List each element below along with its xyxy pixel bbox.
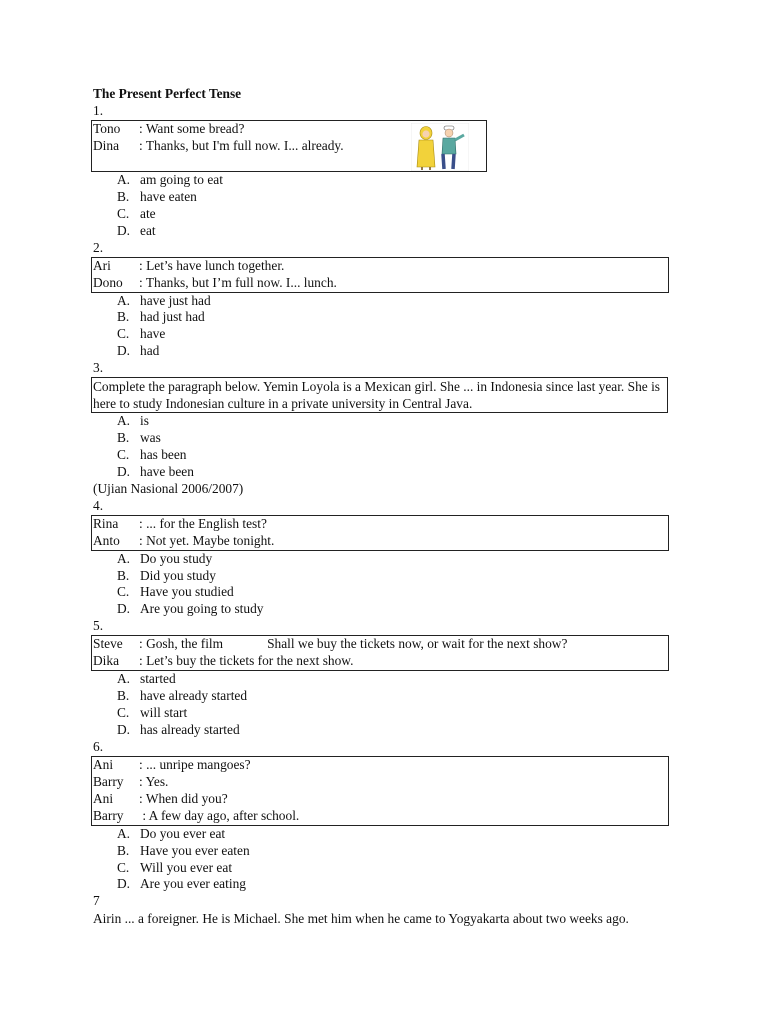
option: [93, 223, 693, 240]
paragraph-box: [91, 377, 668, 413]
two-people-illustration: [411, 123, 469, 171]
option: [93, 430, 693, 447]
option-letter: A.: [117, 550, 131, 566]
option-letter: B.: [117, 842, 130, 858]
dialog-box: [91, 257, 669, 293]
option: [93, 601, 693, 618]
option-letter: C.: [117, 584, 130, 600]
speaker: Barry: [93, 807, 124, 823]
worksheet: [93, 86, 693, 927]
utterance: : Let’s have lunch together.: [139, 257, 285, 273]
source-note: (Ujian Nasional 2006/2007): [93, 480, 244, 496]
utterance: : Thanks, but I'm full now. I... already.: [139, 138, 344, 153]
question-number: 3.: [93, 360, 104, 376]
dialog-box: [91, 756, 669, 826]
option-text: have already started: [140, 688, 248, 704]
option-letter: B.: [117, 430, 130, 446]
dialog-line: [92, 258, 668, 275]
option-text: Are you going to study: [140, 601, 264, 617]
dialog-line: [92, 275, 668, 292]
option: [93, 688, 693, 705]
option-text: had: [140, 343, 160, 359]
option: [93, 860, 693, 877]
utterance: : A few day ago, after school.: [139, 807, 300, 823]
option: [93, 705, 693, 722]
speaker: Ari: [93, 257, 111, 273]
option: [93, 326, 693, 343]
option-letter: B.: [117, 309, 130, 325]
option-text: have eaten: [140, 188, 197, 204]
option-text: was: [140, 430, 161, 446]
option-letter: A.: [117, 413, 131, 429]
option: [93, 826, 693, 843]
speaker: Anto: [93, 532, 120, 548]
worksheet-title: The Present Perfect Tense: [93, 86, 242, 101]
option-letter: D.: [117, 601, 131, 617]
option-text: Do you ever eat: [140, 825, 226, 841]
utterance: : Yes.: [139, 773, 169, 789]
option-text: has been: [140, 446, 187, 462]
options-list: [93, 551, 693, 619]
utterance: : ... unripe mangoes?: [139, 756, 251, 772]
option-letter: D.: [117, 876, 131, 892]
option-letter: D.: [117, 343, 131, 359]
option-letter: B.: [117, 567, 130, 583]
option-letter: C.: [117, 326, 130, 342]
utterance: : Not yet. Maybe tonight.: [139, 532, 275, 548]
option-letter: C.: [117, 446, 130, 462]
speaker: Tono: [93, 121, 121, 136]
paragraph-text: Airin ... a foreigner. He is Michael. She met him when he came to Yogyakarta about two weeks ago.: [93, 911, 629, 927]
option-letter: C.: [117, 705, 130, 721]
option-text: has already started: [140, 721, 240, 737]
dialog-line: [92, 653, 668, 670]
option-letter: A.: [117, 671, 131, 687]
dialog-line: [92, 808, 668, 825]
options-list: [93, 671, 693, 739]
option-text: Are you ever eating: [140, 876, 246, 892]
dialog-box: [91, 515, 669, 551]
option-letter: A.: [117, 825, 131, 841]
dialog-line: [92, 516, 668, 533]
option: [93, 464, 693, 481]
option-text: Have you studied: [140, 584, 234, 600]
dialog-line: [92, 636, 668, 653]
question-number: 5.: [93, 618, 104, 634]
option: [93, 551, 693, 568]
option: [93, 568, 693, 585]
utterance: : Let’s buy the tickets for the next show.: [139, 653, 354, 669]
option-text: started: [140, 671, 176, 687]
option: [93, 722, 693, 739]
option-letter: B.: [117, 688, 130, 704]
utterance: : Want some bread?: [139, 121, 245, 136]
speaker: Ani: [93, 756, 114, 772]
option-letter: D.: [117, 463, 131, 479]
option: [93, 343, 693, 360]
question-number: 1.: [93, 103, 104, 118]
option-text: Did you study: [140, 567, 216, 583]
speaker: Barry: [93, 773, 124, 789]
utterance-continued: Shall we buy the tickets now, or wait for the next show?: [267, 636, 568, 652]
option-text: had just had: [140, 309, 205, 325]
speaker: Rina: [93, 515, 119, 531]
speaker: Dono: [93, 274, 123, 290]
option: [93, 843, 693, 860]
option-letter: D.: [117, 222, 131, 238]
option: [93, 876, 693, 893]
option: [93, 584, 693, 601]
option: [93, 671, 693, 688]
option-letter: C.: [117, 859, 130, 875]
dialog-line: [92, 791, 668, 808]
question-number: 2.: [93, 239, 104, 255]
option-text: will start: [140, 705, 188, 721]
option-text: am going to eat: [140, 172, 223, 187]
speaker: Steve: [93, 636, 123, 652]
utterance: : ... for the English test?: [139, 515, 267, 531]
option: [93, 413, 693, 430]
option: [93, 309, 693, 326]
options-list: [93, 826, 693, 894]
option-letter: D.: [117, 721, 131, 737]
option-text: Have you ever eaten: [140, 842, 250, 858]
speaker: Dika: [93, 653, 120, 669]
dialog-box: [91, 635, 669, 671]
dialog-line: [92, 757, 668, 774]
option-text: is: [140, 413, 149, 429]
option: [93, 172, 693, 189]
option-letter: A.: [117, 292, 131, 308]
option-text: eat: [140, 222, 156, 238]
option: [93, 293, 693, 310]
dialog-line: [92, 774, 668, 791]
option-letter: A.: [117, 172, 131, 187]
question-number: 7: [93, 893, 100, 909]
option-text: have been: [140, 463, 194, 479]
dialog-line: [92, 533, 668, 550]
option: [93, 447, 693, 464]
speaker: Dina: [93, 138, 120, 153]
options-list: [93, 293, 693, 361]
option-letter: C.: [117, 205, 130, 221]
option: [93, 189, 693, 206]
question-number: 4.: [93, 497, 104, 513]
options-list: [93, 413, 693, 481]
utterance: : Thanks, but I’m full now. I... lunch.: [139, 274, 337, 290]
option-text: have: [140, 326, 166, 342]
option: [93, 206, 693, 223]
options-list: [93, 172, 693, 240]
option-text: have just had: [140, 292, 211, 308]
utterance: : Gosh, the film: [139, 636, 224, 652]
dialog-box: [91, 120, 487, 172]
paragraph-text: Complete the paragraph below. Yemin Loyola is a Mexican girl. She ... in Indonesia since last year. She is here to study Indonesian culture in a private university in Central Java.: [93, 379, 660, 412]
option-text: Do you study: [140, 550, 213, 566]
option-letter: B.: [117, 188, 130, 204]
option-text: ate: [140, 205, 156, 221]
option-text: Will you ever eat: [140, 859, 233, 875]
question-number: 6.: [93, 738, 104, 754]
speaker: Ani: [93, 790, 114, 806]
utterance: : When did you?: [139, 790, 228, 806]
